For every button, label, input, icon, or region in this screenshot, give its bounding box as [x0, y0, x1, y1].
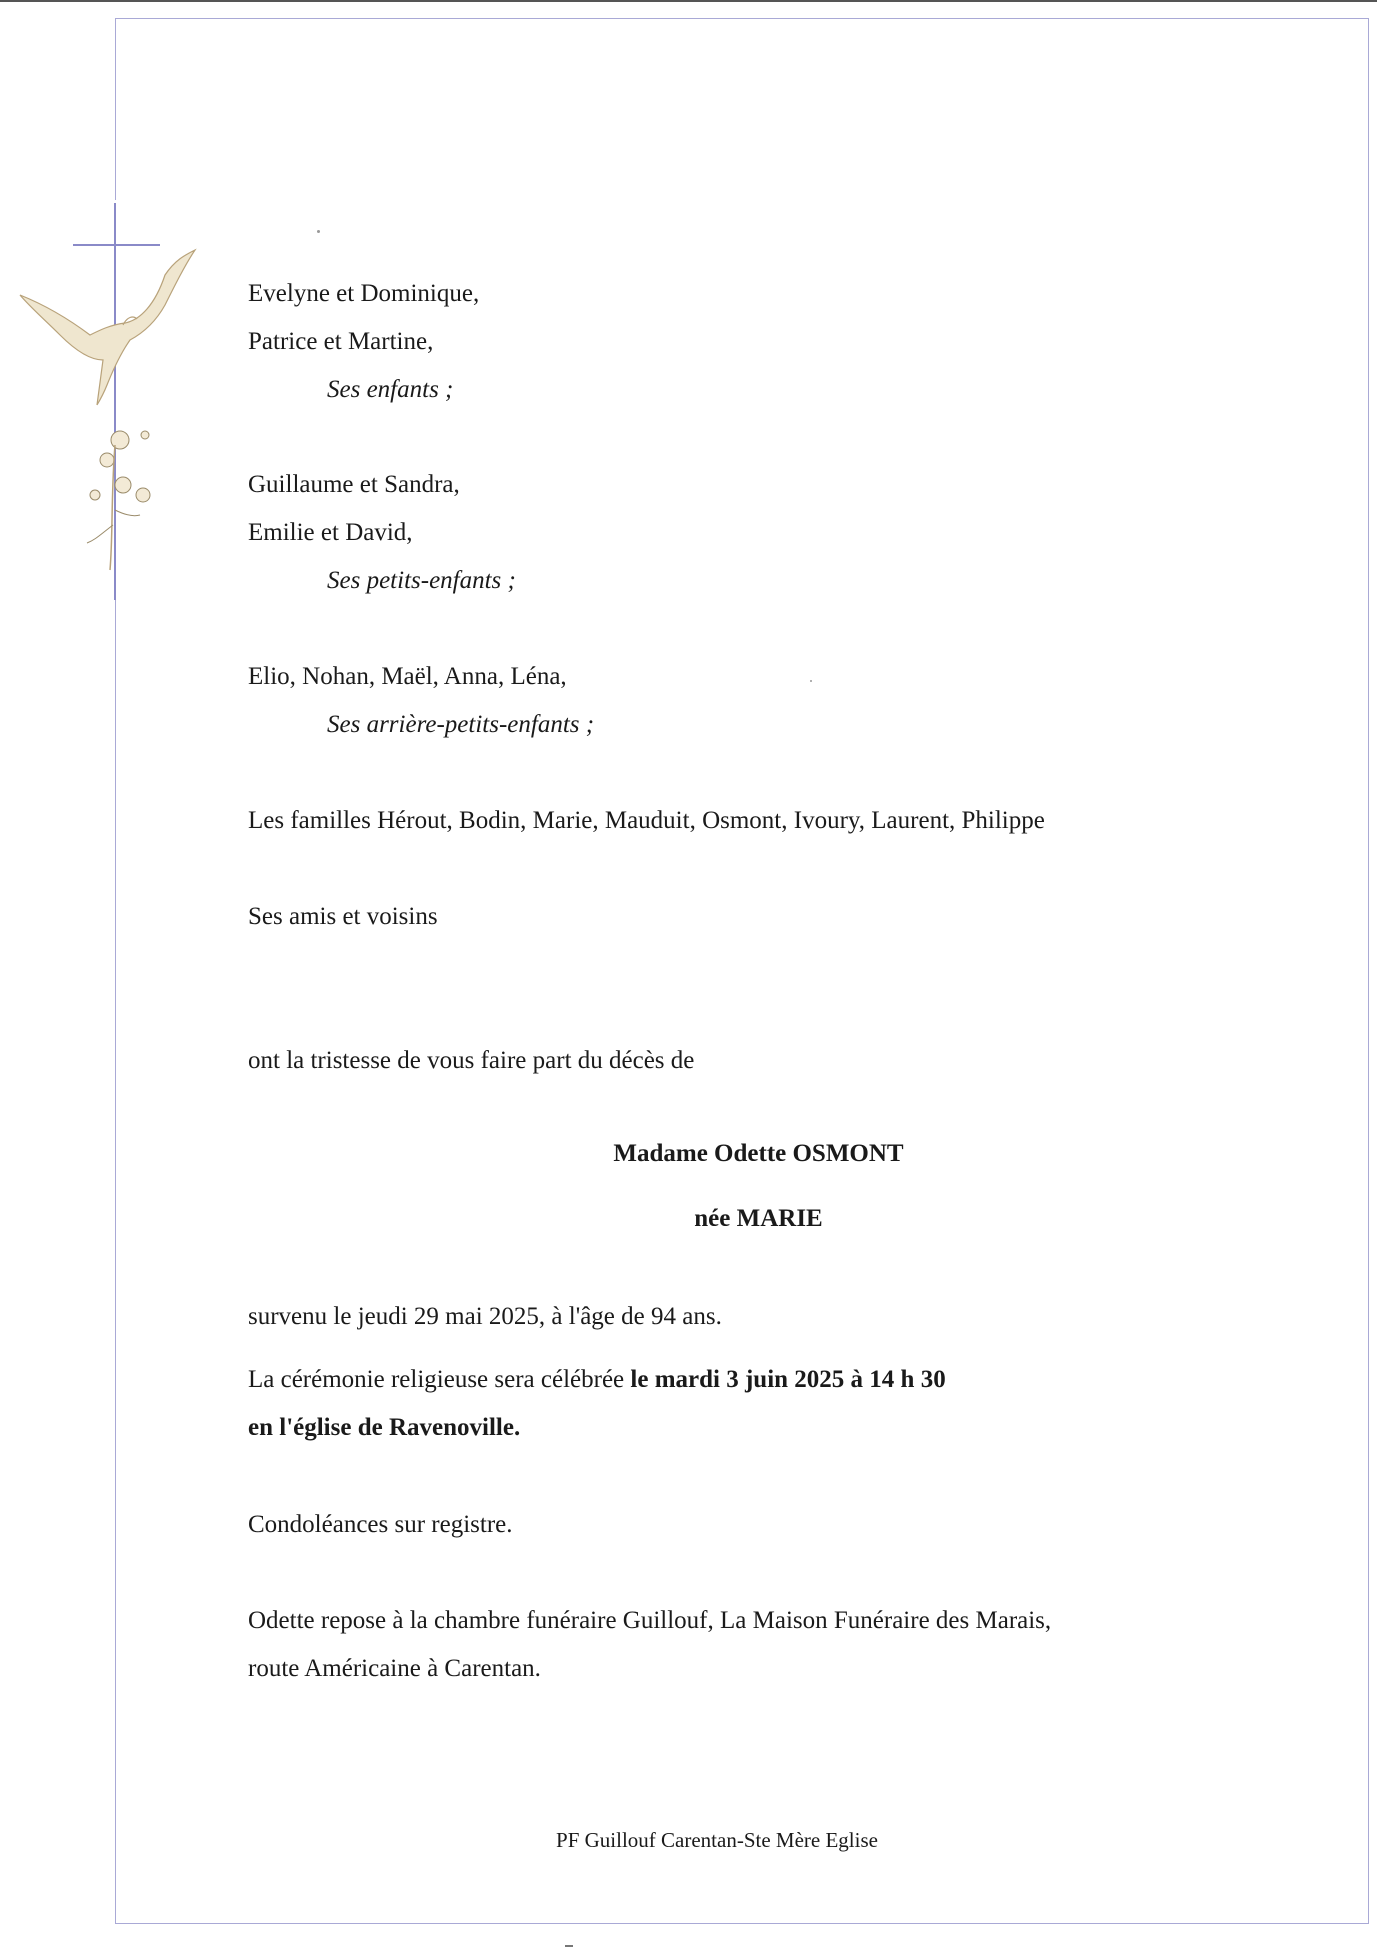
rest-line-1: Odette repose à la chambre funéraire Guillouf, La Maison Funéraire des Marais, — [248, 1607, 1052, 1634]
child-line-1: Evelyne et Dominique, — [248, 280, 480, 307]
ceremony-place: en l'église de Ravenoville. — [248, 1414, 521, 1441]
funeral-home-footer: PF Guillouf Carentan-Ste Mère Eglise — [556, 1828, 878, 1852]
top-scan-rule — [0, 0, 1377, 2]
ceremony-prefix: La cérémonie religieuse sera célébrée — [248, 1366, 631, 1393]
friends-line: Ses amis et voisins — [248, 903, 438, 930]
grandchild-line-1: Guillaume et Sandra, — [248, 471, 460, 498]
great-grandchildren-line: Elio, Nohan, Maël, Anna, Léna, — [248, 663, 567, 690]
scan-speck — [565, 1945, 573, 1947]
intro-line: ont la tristesse de vous faire part du décès de — [248, 1047, 695, 1074]
dove-icon — [20, 250, 195, 405]
scan-speck — [810, 680, 812, 682]
child-line-2: Patrice et Martine, — [248, 328, 434, 355]
grandchildren-label: Ses petits-enfants ; — [327, 567, 516, 594]
great-grandchildren-label: Ses arrière-petits-enfants ; — [327, 711, 595, 738]
cross-icon — [73, 203, 160, 600]
grandchild-line-2: Emilie et David, — [248, 519, 413, 546]
ceremony-date: le mardi 3 juin 2025 à 14 h 30 — [630, 1366, 946, 1393]
ceremony-line — [248, 1365, 946, 1395]
scan-speck — [317, 230, 320, 233]
deceased-name: Madame Odette OSMONT — [613, 1140, 904, 1167]
condolences-line: Condoléances sur registre. — [248, 1511, 513, 1538]
maiden-name: née MARIE — [694, 1205, 823, 1232]
flower-icon — [87, 431, 150, 570]
death-line: survenu le jeudi 29 mai 2025, à l'âge de 94 ans. — [248, 1303, 722, 1330]
children-label: Ses enfants ; — [327, 376, 454, 403]
families-line: Les familles Hérout, Bodin, Marie, Mauduit, Osmont, Ivoury, Laurent, Philippe — [248, 807, 1045, 834]
cross-dove-emblem — [15, 195, 210, 605]
rest-line-2: route Américaine à Carentan. — [248, 1655, 541, 1682]
